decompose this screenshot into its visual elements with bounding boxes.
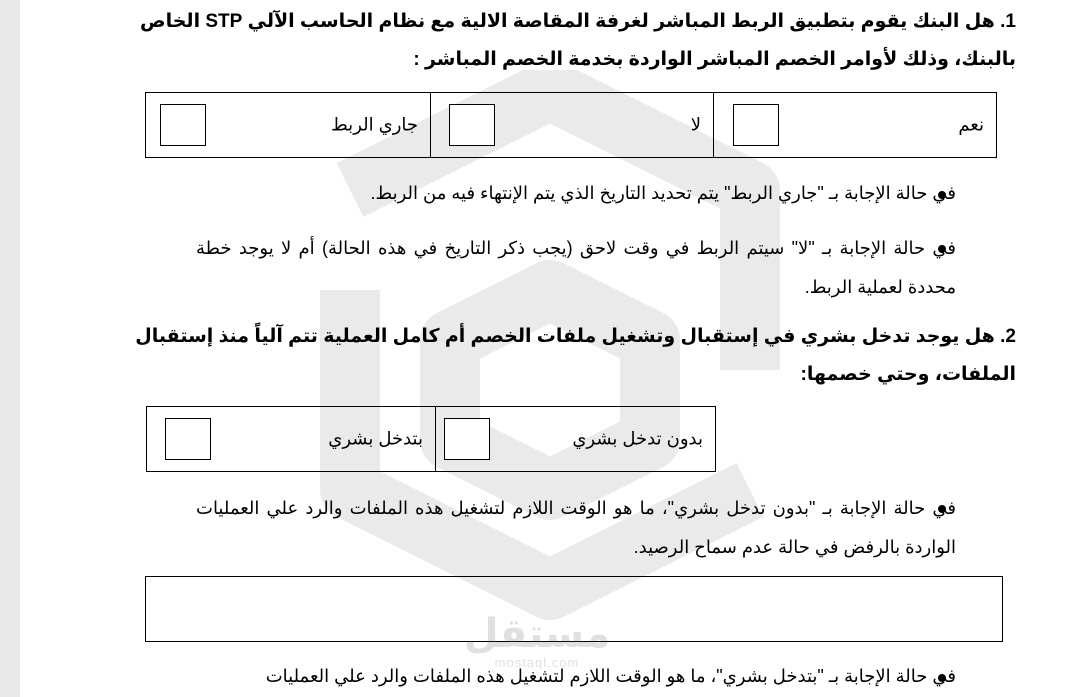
option-yes-checkbox[interactable]: [733, 104, 779, 146]
watermark-arabic: مستقل: [463, 612, 611, 656]
option-no-human-checkbox[interactable]: [444, 418, 490, 460]
option-no-label: لا: [690, 114, 701, 135]
question-2: [116, 318, 1016, 394]
question-2-text: هل يوجد تدخل بشري في إستقبال وتشغيل ملفات الخصم أم كامل العملية تتم آلياً منذ إستقبال الملفات، وحتي خصمها:: [135, 326, 1016, 385]
answer-text-box[interactable]: [145, 576, 1003, 642]
option-no-cell: [430, 93, 713, 157]
bullet-human-note: في حالة الإجابة بـ "بتدخل بشري"، ما هو الوقت اللازم لتشغيل هذه الملفات والرد علي العمليات: [265, 666, 956, 686]
bullet-no-note: في حالة الإجابة بـ "لا" سيتم الربط في وقت لاحق (يجب ذكر التاريخ في هذه الحالة) أم لا يوجد خطة محددة لعملية الربط.: [196, 238, 956, 297]
question-2-options-table: [146, 406, 716, 472]
option-human-cell: [147, 407, 435, 471]
option-human-checkbox[interactable]: [165, 418, 211, 460]
option-no-human-label: بدون تدخل بشري: [572, 428, 703, 449]
option-yes-label: نعم: [958, 114, 984, 135]
bullet-in-progress-note: في حالة الإجابة بـ "جاري الربط" يتم تحديد التاريخ الذي يتم الإنتهاء فيه من الربط.: [370, 183, 956, 203]
option-in-progress-label: جاري الربط: [331, 114, 418, 135]
watermark-latin: mostaql.com: [494, 655, 580, 670]
question-2-number: 2.: [1000, 326, 1016, 347]
option-yes-cell: [713, 93, 996, 157]
question-1-text: هل البنك يقوم بتطبيق الربط المباشر لغرفة المقاصة الالية مع نظام الحاسب الآلي STP الخاص بالبنك، وذلك لأوامر الخصم المباشر الواردة بخدمة الخصم المباشر :: [140, 11, 1016, 70]
option-no-human-cell: [435, 407, 715, 471]
question-1-number: 1.: [1000, 11, 1016, 32]
question-1-options-table: [145, 92, 997, 158]
question-1: [116, 3, 1016, 79]
option-in-progress-checkbox[interactable]: [160, 104, 206, 146]
option-in-progress-cell: [146, 93, 430, 157]
option-no-checkbox[interactable]: [449, 104, 495, 146]
bullet-no-human-note: في حالة الإجابة بـ "بدون تدخل بشري"، ما هو الوقت اللازم لتشغيل هذه الملفات والرد علي العمليات الواردة بالرفض في حالة عدم سماح الرصيد.: [196, 498, 956, 557]
option-human-label: بتدخل بشري: [328, 428, 423, 449]
